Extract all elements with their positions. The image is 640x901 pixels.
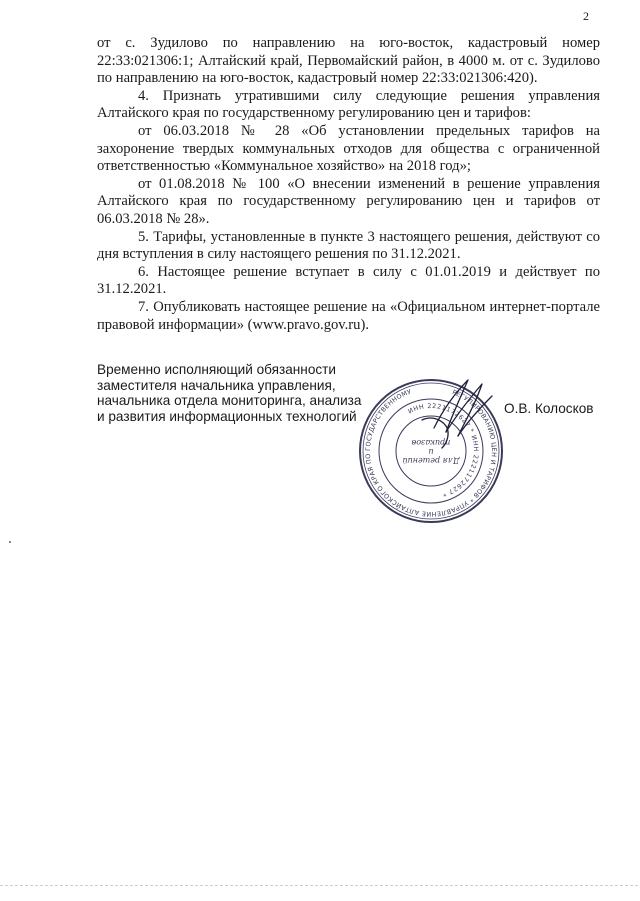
signatory-position (97, 362, 361, 424)
signatory-position-line: и развития информационных технологий (97, 408, 357, 424)
signatory-position-line: начальника отдела мониторинга, анализа (97, 393, 362, 409)
paragraph-repealed-decision-1: от 06.03.2018 № 28 «Об установлении предельных тарифов на захоронение твердых коммунальных отходов для общества с ограниченной ответственностью «Коммунальное хозяйство» на 2018 год»; (97, 122, 600, 175)
svg-text:РЕГУЛИРОВАНИЮ ЦЕН И ТАРИФОВ *: РЕГУЛИРОВАНИЮ ЦЕН И ТАРИФОВ * УПРАВЛЕНИЕ АЛТАЙСКОГО КРАЯ ПО ГОСУДАРСТВЕННОМУ (363, 387, 499, 519)
signatory-position-line: заместителя начальника управления, (97, 377, 336, 393)
signatory-position-line: Временно исполняющий обязанности (97, 362, 336, 377)
page-number: 2 (583, 9, 589, 23)
paragraph-item-6: 6. Настоящее решение вступает в силу с 01.01.2019 и действует по 31.12.2021. (97, 263, 600, 298)
official-stamp (356, 376, 506, 526)
paragraph-item-7: 7. Опубликовать настоящее решение на «Официальном интернет-портале правовой информации» (www.pravo.gov.ru). (97, 298, 600, 333)
svg-text:и: и (428, 447, 434, 456)
paragraph-item-4: 4. Признать утратившими силу следующие решения управления Алтайского края по государственному регулированию цен и тарифов: (97, 87, 600, 122)
paragraph-repealed-decision-2: от 01.08.2018 № 100 «О внесении изменений в решение управления Алтайского края по государственному регулированию цен и тарифов от 06.03.2018 № 28». (97, 175, 600, 227)
scan-speck (9, 541, 11, 543)
svg-text:Для решений: Для решений (402, 456, 460, 465)
paragraph-continuation: от с. Зудилово по направлению на юго-восток, кадастровый номер 22:33:021306:1; Алтайский край, Первомайский район, в 4000 м. от с. Зудилово по направлению на юго-восток, кадастровый номер 22:33:021306:420). (97, 35, 600, 87)
stamp-center-text (402, 438, 460, 465)
paragraph-item-5: 5. Тарифы, установленные в пункте 3 настоящего решения, действуют со дня вступления в силу настоящего решения по 31.12.2021. (97, 228, 600, 263)
document-body (97, 35, 600, 334)
svg-text:приказов: приказов (411, 438, 451, 447)
signatory-name: О.В. Колосков (504, 401, 594, 416)
svg-text:ИНН 2221172627 * ИНН 222117262: ИНН 2221172627 * ИНН 2221172627 * (406, 401, 481, 499)
scan-bottom-edge (0, 885, 640, 886)
